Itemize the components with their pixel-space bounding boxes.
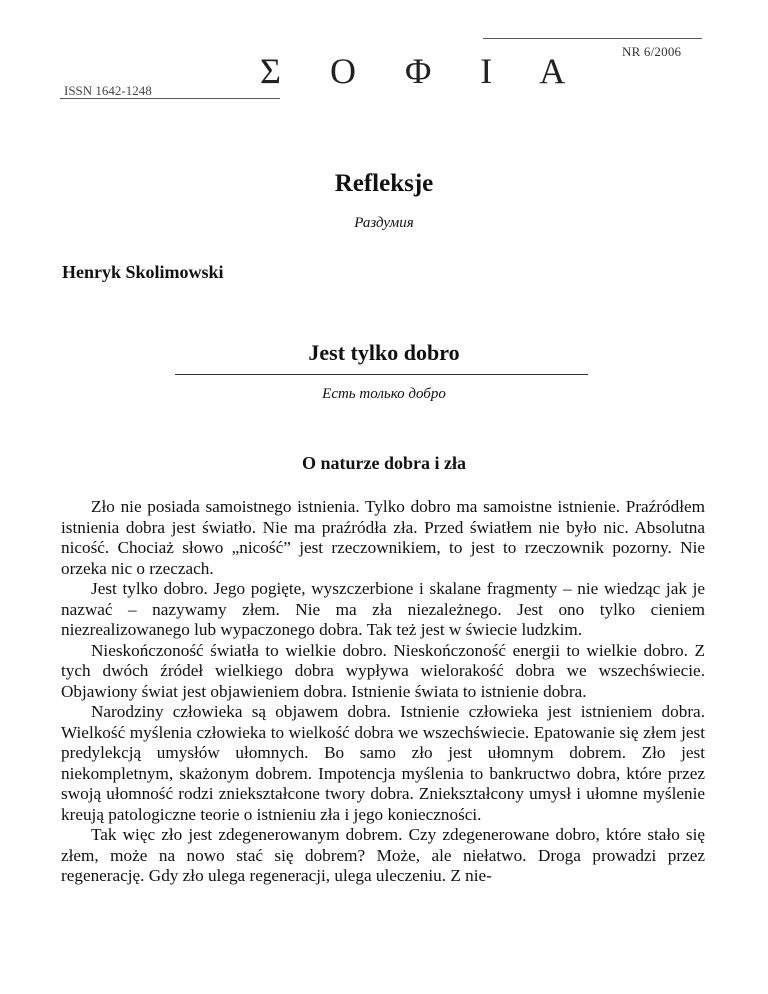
- article-subtitle: Есть только добро: [322, 386, 446, 402]
- issue-number: NR 6/2006: [622, 44, 682, 59]
- paragraph: Nieskończoność światła to wielkie dobro. Nieskończoność energii to wielkie dobro. Z tych dwóch źródeł wielkiego dobra wypływa wielorakość dobra we wszechświecie. Objawiony świat jest objawieniem dobra. Istnienie świata to istnienie dobra.: [61, 640, 705, 701]
- paragraph: Jest tylko dobro. Jego pogięte, wyszczerbione i skalane fragmenty – nie wiedząc jak je nazwać – nazywamy złem. Nie ma zła niezależnego. Jest ono tylko cieniem niezrealizowanego lub wypaczonego dobra. Tak też jest w świecie ludzkim.: [61, 579, 705, 639]
- issn-label: ISSN 1642-1248: [64, 83, 152, 98]
- article-title-rule: [175, 374, 588, 375]
- article-body: [61, 497, 705, 887]
- author-name: Henryk Skolimowski: [62, 262, 224, 282]
- section-title: Refleksje: [334, 170, 434, 197]
- section-subtitle: Раздумия: [354, 215, 414, 231]
- header-top-rule: [483, 38, 702, 39]
- paragraph: Zło nie posiada samoistnego istnienia. Tylko dobro ma samoistne istnienie. Praźródłem istnienia dobra jest światło. Nie ma praźródła zła. Przed światłem nie było nic. Absolutna nicość. Chociaż słowo „nicość” jest rzeczownikiem, to jest to rzeczownik pozorny. Nie orzeka nic o rzeczach.: [61, 497, 705, 578]
- journal-title: Σ Ο Φ Ι Α: [260, 51, 586, 91]
- paragraph: Narodziny człowieka są objawem dobra. Istnienie człowieka jest istnieniem dobra. Wielkość myślenia człowieka to wielkość dobra we wszechświecie. Epatowanie się złem jest predylekcją umysłów ułomnych. Bo samo zło jest ułomnym dobrem. Zło jest niekompletnym, skażonym dobrem. Impotencja myślenia to bankructwo dobra, które przez swoją ułomność rodzi zniekształcone twory dobra. Zniekształcony umysł i ułomne myślenie kreują patologiczne teorie o istnieniu zła i jego konieczności.: [61, 702, 705, 824]
- issn-rule: [60, 98, 280, 99]
- article-title: Jest tylko dobro: [308, 340, 460, 365]
- subsection-heading: O naturze dobra i zła: [302, 453, 466, 473]
- paragraph: Tak więc zło jest zdegenerowanym dobrem. Czy zdegenerowane dobro, które stało się złem, może na nowo stać się dobrem? Może, ale niełatwo. Droga prowadzi przez regenerację. Gdy zło ulega regeneracji, ulega uleczeniu. Z nie-: [61, 825, 705, 885]
